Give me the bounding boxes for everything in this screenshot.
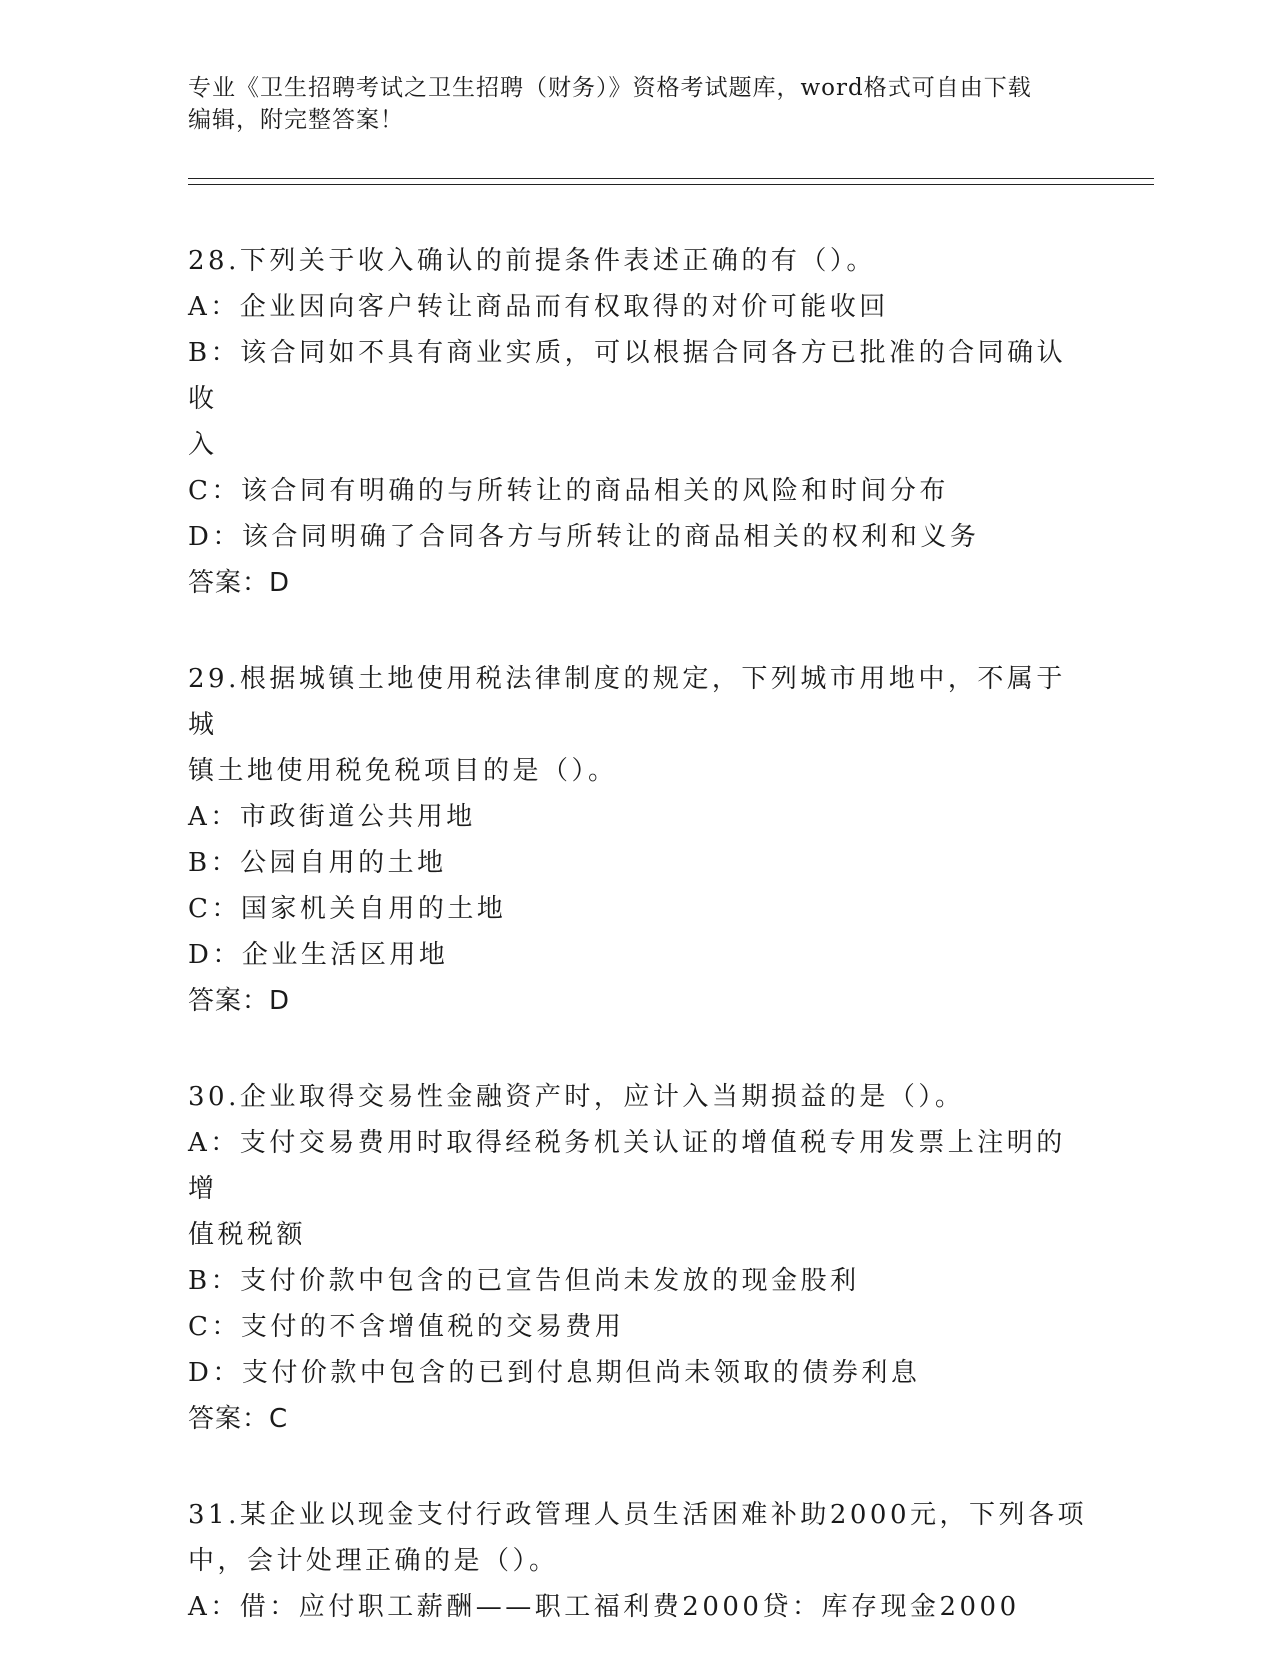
header-divider-top xyxy=(188,178,1154,179)
answer-option: D：企业生活区用地 xyxy=(188,940,449,970)
answer-option: B：支付价款中包含的已宣告但尚未发放的现金股利 xyxy=(188,1266,860,1296)
question-stem: 中，会计处理正确的是（）。 xyxy=(188,1546,559,1576)
answer-option: A：企业因向客户转让商品而有权取得的对价可能收回 xyxy=(188,292,889,322)
question-block xyxy=(188,1074,1088,1442)
answer-option: D：该合同明确了合同各方与所转让的商品相关的权利和义务 xyxy=(188,522,980,552)
question-block xyxy=(188,1492,1088,1630)
answer-option: C：国家机关自用的土地 xyxy=(188,894,507,924)
answer-option: B：公园自用的土地 xyxy=(188,848,447,878)
question-stem: 30.企业取得交易性金融资产时，应计入当期损益的是（）。 xyxy=(188,1082,965,1112)
question-stem: 29.根据城镇土地使用税法律制度的规定，下列城市用地中，不属于城 xyxy=(188,664,1066,740)
answer-option: 值税税额 xyxy=(188,1220,307,1250)
header-line-2: 编辑，附完整答案！ xyxy=(188,107,404,133)
header-divider-bottom xyxy=(188,184,1154,185)
question-block xyxy=(188,238,1088,606)
question-stem: 镇土地使用税免税项目的是（）。 xyxy=(188,756,618,786)
question-stem: 31.某企业以现金支付行政管理人员生活困难补助2000元，下列各项 xyxy=(188,1500,1088,1530)
answer-option: A：支付交易费用时取得经税务机关认证的增值税专用发票上注明的增 xyxy=(188,1128,1066,1204)
answer-option: C：该合同有明确的与所转让的商品相关的风险和时间分布 xyxy=(188,476,949,506)
answer-option: A：市政街道公共用地 xyxy=(188,802,476,832)
answer-option: A：借：应付职工薪酬——职工福利费2000贷：库存现金2000 xyxy=(188,1592,1020,1622)
answer-option: B：该合同如不具有商业实质，可以根据合同各方已批准的合同确认收 xyxy=(188,338,1067,414)
question-stem: 28.下列关于收入确认的前提条件表述正确的有（）。 xyxy=(188,246,876,276)
answer-key: 答案：C xyxy=(188,1404,289,1434)
answer-option: C：支付的不含增值税的交易费用 xyxy=(188,1312,625,1342)
answer-key: 答案：D xyxy=(188,986,291,1016)
answer-key: 答案：D xyxy=(188,568,291,598)
answer-option: D：支付价款中包含的已到付息期但尚未领取的债券利息 xyxy=(188,1358,921,1388)
answer-option: 入 xyxy=(188,430,218,460)
question-list xyxy=(188,238,1088,1680)
document-header xyxy=(188,72,1088,136)
header-line-1: 专业《卫生招聘考试之卫生招聘（财务）》资格考试题库，word格式可自由下载 xyxy=(188,75,1032,101)
question-block xyxy=(188,656,1088,1024)
